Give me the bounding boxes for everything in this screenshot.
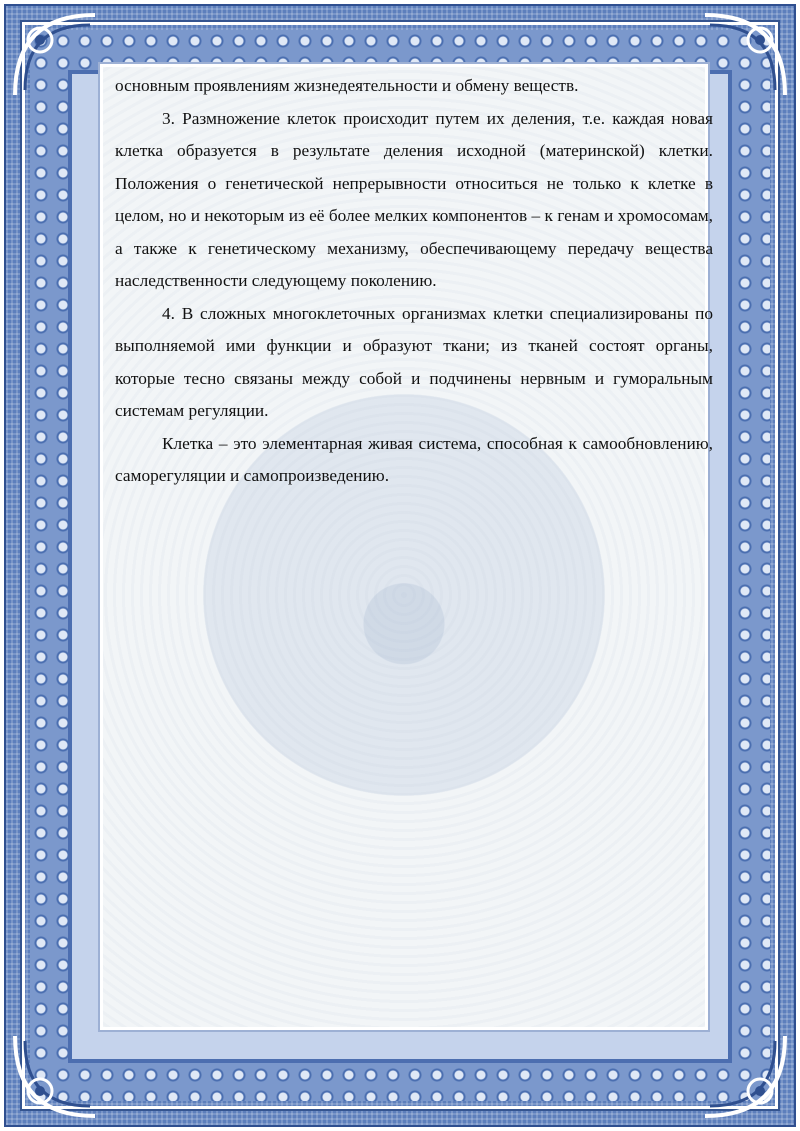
ornament-corner-icon	[700, 10, 790, 100]
ornament-corner-icon	[10, 10, 100, 100]
document-body	[115, 70, 713, 493]
ornament-corner-icon	[700, 1031, 790, 1121]
paragraph-continuation: основным проявлениям жизнедеятельности и обмену веществ.	[115, 76, 579, 95]
paragraph-reproduction: 3. Размножение клеток происходит путем их деления, т.е. каждая новая клетка образуется в результате деления исходной (материнской) клетки. Положения о генетической непрерывности относиться не только к клетке в целом, но и некоторым из её более мелких компонентов – к генам и хромосомам, а также к генетическому механизму, обеспечивающему передачу вещества наследственности следующему поколению.	[115, 108, 713, 290]
paragraph-cell-definition: Клетка – это элементарная живая система, способная к самообновлению, саморегуляции и самопроизведению.	[115, 433, 713, 485]
ornament-corner-icon	[10, 1031, 100, 1121]
paragraph-specialization: 4. В сложных многоклеточных организмах клетки специализированы по выполняемой ими функции и образуют ткани; из тканей состоят органы, которые тесно связаны между собой и подчинены нервным и гуморальным системам регуляции.	[115, 303, 713, 420]
